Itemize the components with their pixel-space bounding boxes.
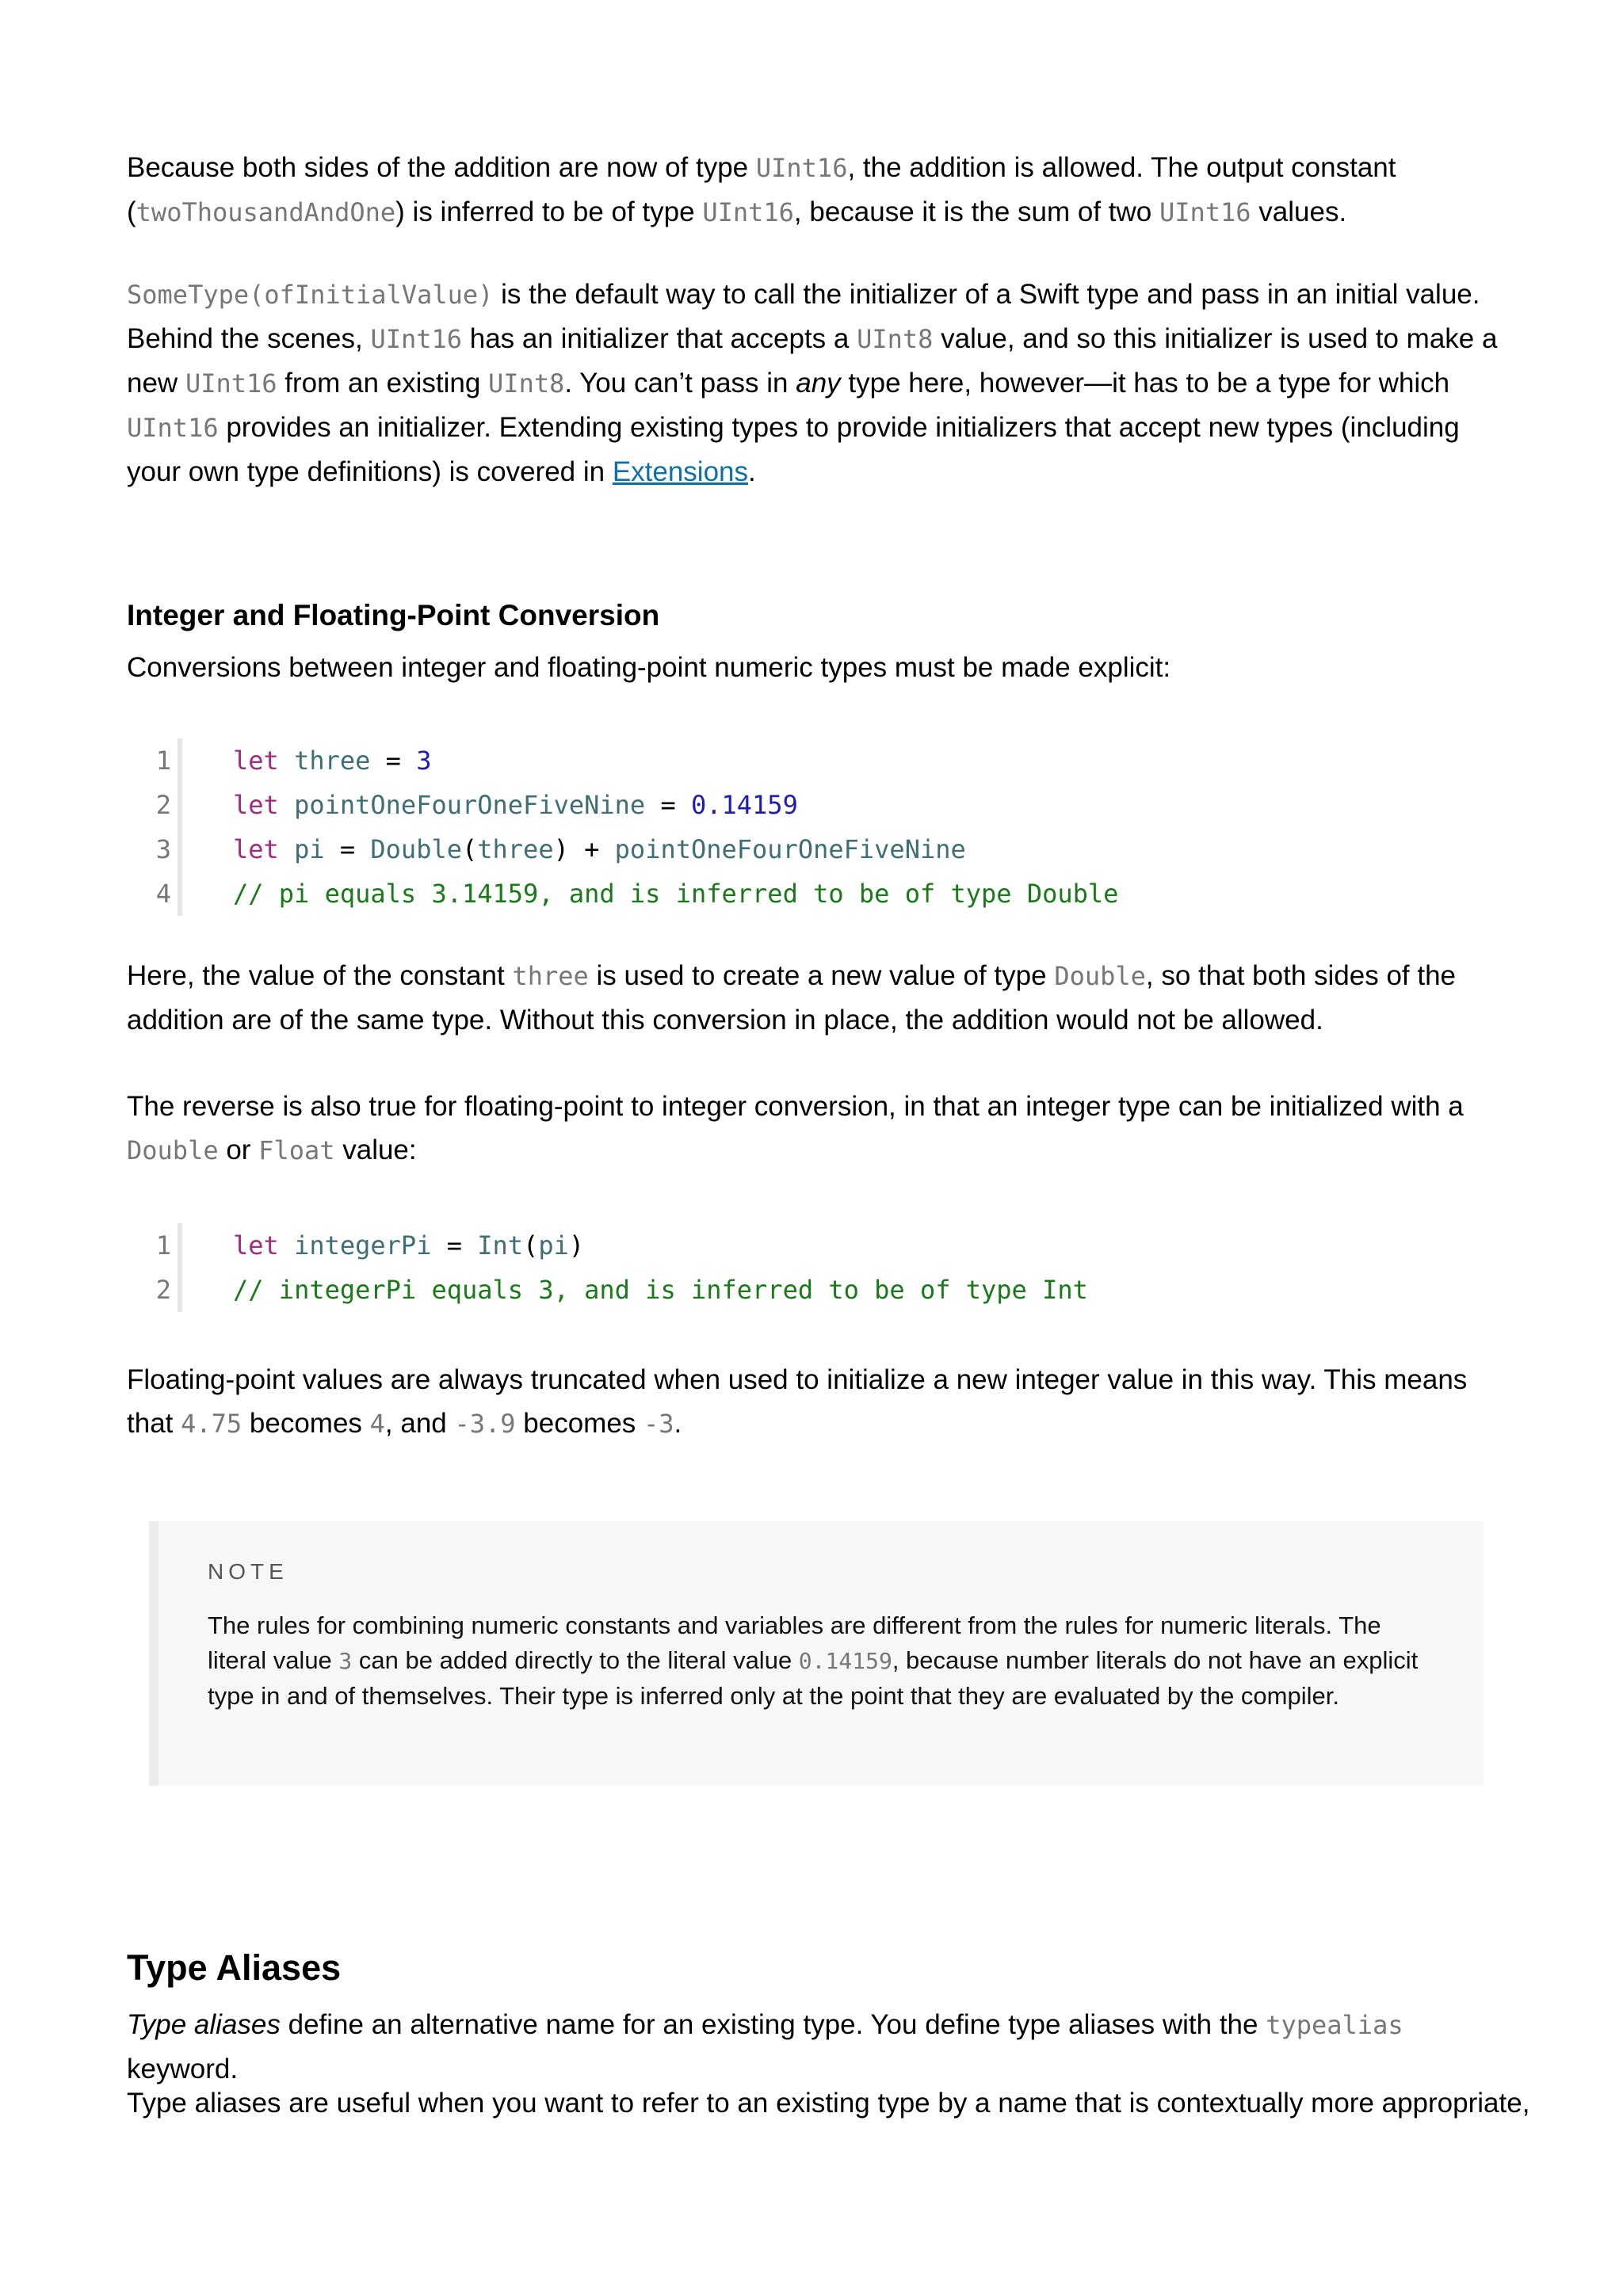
code-line: 2 let pointOneFourOneFiveNine = 0.14159: [127, 783, 1474, 827]
code-line: 1 let integerPi = Int(pi): [127, 1223, 1474, 1268]
code-gutter: [178, 738, 182, 916]
inline-code: twoThousandAndOne: [136, 197, 396, 227]
inline-code: -3: [643, 1409, 674, 1439]
code-line: 4 // pi equals 3.14159, and is inferred to be of type Double: [127, 871, 1474, 916]
inline-code: UInt16: [370, 324, 463, 354]
line-number: 1: [155, 746, 171, 776]
code-line: 2 // integerPi equals 3, and is inferred to be of type Int: [127, 1268, 1474, 1312]
inline-code: Float: [258, 1135, 335, 1165]
section-heading-conversion: Integer and Floating-Point Conversion: [127, 599, 660, 631]
line-number: 1: [155, 1230, 171, 1261]
inline-code: UInt16: [185, 368, 277, 399]
line-number: 3: [155, 834, 171, 864]
inline-code: UInt16: [702, 197, 794, 227]
note-text: The rules for combining numeric constants and variables are different from the rules for numeric literals. The literal value 3 can be added directly to the literal value 0.14159, because number literals do not have an explicit type in and of themselves. Their type is inferred only at the point that they are evaluated by the compiler.: [208, 1611, 1419, 1710]
inline-code: 3: [338, 1648, 353, 1674]
paragraph-initializer: SomeType(ofInitialValue) is the default way to call the initializer of a Swift type and pass in an initial value. Behind the scenes, UInt16 has an initializer that accepts a UInt8 value, and so this initializer is used to make a new UInt16 from an existing UInt8. You can’t pass in any type here, however—it has to be a type for which UInt16 provides an initializer. Extending existing types to provide initializers that accept new types (including your own type definitions) is covered in Extensions.: [127, 279, 1498, 487]
section-intro: Conversions between integer and floating-point numeric types must be made explicit:: [127, 652, 1171, 683]
inline-code: Double: [1054, 961, 1146, 991]
inline-code: UInt16: [755, 153, 848, 183]
extensions-link[interactable]: Extensions: [612, 456, 749, 487]
inline-code: 0.14159: [798, 1648, 892, 1674]
inline-code: three: [512, 961, 589, 991]
inline-code: typealias: [1266, 2010, 1403, 2040]
paragraph-uint16-addition: Because both sides of the addition are now of type UInt16, the addition is allowed. The output constant (twoThousandAndOne) is inferred to be of type UInt16, because it is the sum of two UInt16 values.: [127, 152, 1396, 227]
paragraph-truncation: Floating-point values are always truncated when used to initialize a new integer value in this way. This means that 4.75 becomes 4, and -3.9 becomes -3.: [127, 1364, 1468, 1439]
inline-code: UInt16: [127, 413, 219, 443]
paragraph-type-aliases-usage: Type aliases are useful when you want to refer to an existing type by a name that is contextually more appropriate,: [127, 2088, 1530, 2119]
inline-code: 4.75: [181, 1409, 242, 1439]
line-number: 4: [155, 879, 171, 909]
section-heading-type-aliases: Type Aliases: [127, 1947, 342, 1988]
paragraph-type-aliases-intro: Type aliases define an alternative name for an existing type. You define type aliases with the typealias keyword.: [127, 2009, 1403, 2084]
paragraph-three-double: Here, the value of the constant three is used to create a new value of type Double, so that both sides of the addition are of the same type. Without this conversion in place, the addition would not be allowed.: [127, 960, 1457, 1035]
inline-code: UInt8: [857, 324, 934, 354]
inline-code: 4: [369, 1409, 385, 1439]
code-line: 1 let three = 3: [127, 738, 1474, 783]
inline-code: SomeType(ofInitialValue): [127, 280, 494, 310]
inline-code: -3.9: [454, 1409, 516, 1439]
inline-code: UInt16: [1159, 197, 1251, 227]
code-block-conversion: [127, 738, 1474, 916]
line-number: 2: [155, 1275, 171, 1305]
paragraph-reverse-conversion: The reverse is also true for floating-point to integer conversion, in that an integer type can be initialized with a Double or Float value:: [127, 1091, 1464, 1165]
note-callout: [149, 1521, 1484, 1786]
code-line: 3 let pi = Double(three) + pointOneFourOneFiveNine: [127, 827, 1474, 871]
code-gutter: [178, 1223, 182, 1312]
note-label: NOTE: [208, 1559, 288, 1584]
inline-code: UInt8: [488, 368, 565, 399]
inline-code: Double: [127, 1135, 219, 1165]
code-block-integer-pi: [127, 1223, 1474, 1312]
line-number: 2: [155, 790, 171, 820]
